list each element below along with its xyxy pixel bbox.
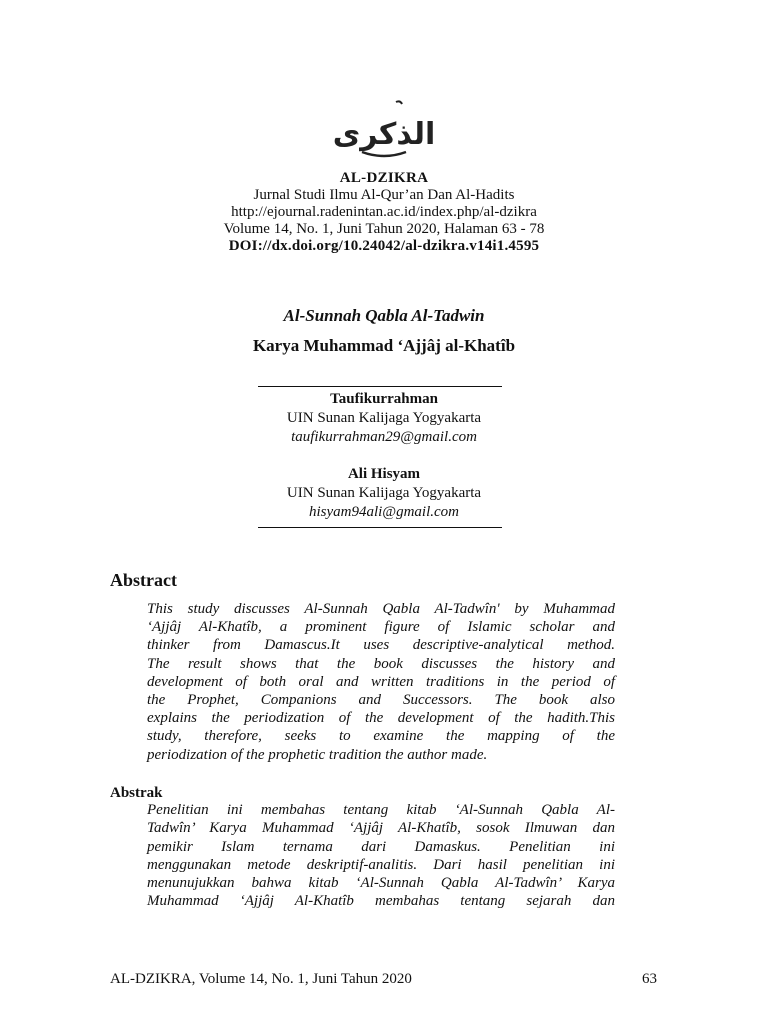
author-affiliation: UIN Sunan Kalijaga Yogyakarta: [286, 485, 482, 501]
abstract-line: explains the periodization of the development of the hadith.This: [147, 710, 615, 727]
author-affiliation: UIN Sunan Kalijaga Yogyakarta: [286, 410, 482, 426]
abstract-heading: Abstract: [110, 570, 177, 590]
page-number: 63: [642, 971, 657, 987]
doi-link[interactable]: DOI://dx.doi.org/10.24042/al-dzikra.v14i1.4595: [228, 238, 540, 254]
abstrak-line: Muhammad ‘Ajjâj Al-Khatîb membahas tentang sejarah dan: [147, 893, 615, 910]
abstract-line: study, therefore, seeks to examine the mapping of the: [147, 728, 615, 745]
article-title-block: [0, 305, 768, 357]
abstrak-body: [147, 801, 615, 911]
author-name: Ali Hisyam: [347, 466, 421, 482]
abstrak-line: menunujukkan bahwa kitab ‘Al-Sunnah Qabla Al-Tadwîn’ Karya: [147, 875, 615, 892]
abstract-line: the Prophet, Companions and Successors. The book also: [147, 692, 615, 709]
abstrak-line: pemikir Islam ternama dari Damaskus. Penelitian ini: [147, 838, 615, 855]
footer-running-head: AL-DZIKRA, Volume 14, No. 1, Juni Tahun 2020: [110, 971, 412, 987]
abstract-body: [147, 600, 615, 764]
author-email[interactable]: hisyam94ali@gmail.com: [308, 504, 460, 520]
journal-logo: [332, 96, 436, 162]
author-name: Taufikurrahman: [330, 391, 438, 407]
abstract-line: The result shows that the book discusses the history and: [147, 655, 615, 672]
journal-name: AL-DZIKRA: [339, 170, 429, 186]
abstrak-line: Tadwîn’ Karya Muhammad ‘Ajjâj Al-Khatîb, sosok Ilmuwan dan: [147, 820, 615, 837]
abstract-line: periodization of the prophetic tradition the author made.: [147, 746, 488, 763]
author-email[interactable]: taufikurrahman29@gmail.com: [291, 429, 477, 445]
journal-header: [0, 170, 768, 255]
abstract-line: development of both oral and written traditions in the period of: [147, 673, 615, 690]
authors-block: [0, 390, 768, 522]
abstract-line: thinker from Damascus.It uses descriptive-analytical method.: [147, 637, 615, 654]
abstrak-heading: Abstrak: [110, 785, 163, 801]
abstrak-line: menggunakan metode deskriptif-analitis. Dari hasil penelitian ini: [147, 856, 615, 873]
calligraphy-logo-icon: [332, 96, 436, 162]
abstrak-line: Penelitian ini membahas tentang kitab ‘Al-Sunnah Qabla Al-: [147, 802, 615, 818]
article-title: Al-Sunnah Qabla Al-Tadwin: [283, 306, 485, 325]
abstract-line: ‘Ajjâj Al-Khatîb, a prominent figure of Islamic scholar and: [147, 619, 615, 636]
abstract-line: This study discusses Al-Sunnah Qabla Al-Tadwîn' by Muhammad: [147, 601, 615, 617]
top-divider: [258, 386, 502, 387]
logo-text: الذكرى: [332, 117, 436, 152]
journal-url[interactable]: http://ejournal.radenintan.ac.id/index.php/al-dzikra: [231, 204, 537, 220]
volume-line: Volume 14, No. 1, Juni Tahun 2020, Halaman 63 - 78: [223, 221, 545, 237]
article-subtitle: Karya Muhammad ‘Ajjâj al-Khatîb: [252, 336, 516, 355]
bottom-divider: [258, 527, 502, 528]
journal-subtitle: Jurnal Studi Ilmu Al-Qur’an Dan Al-Hadits: [253, 187, 515, 203]
